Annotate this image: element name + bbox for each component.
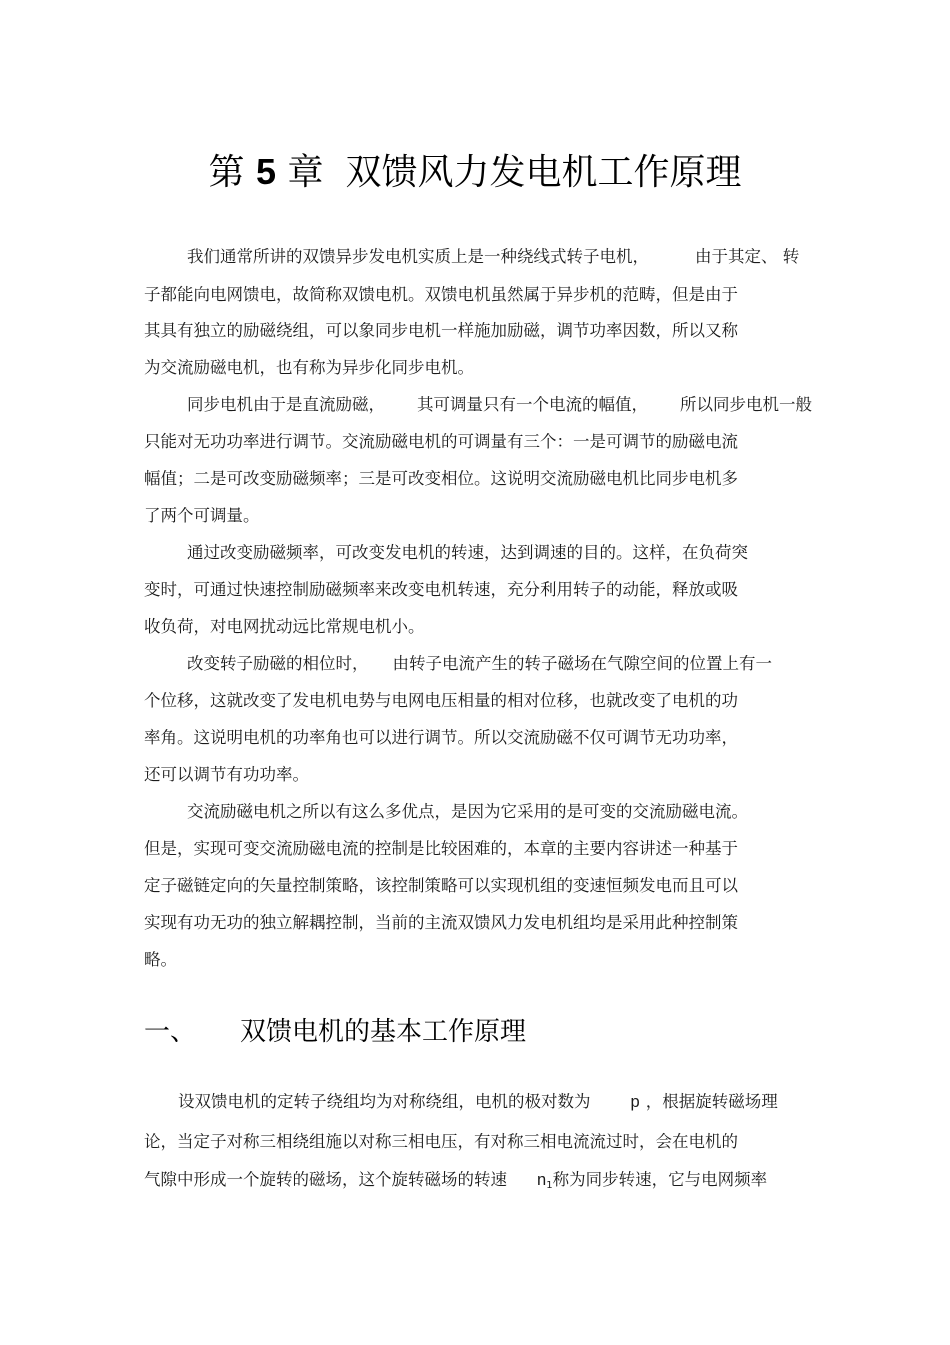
paragraph-5-line-1: 交流励磁电机之所以有这么多优点，是因为它采用的是可变的交流励磁电流。: [187, 802, 748, 821]
chapter-title: [0, 146, 950, 199]
section-paragraph-line-3: 气隙中形成一个旋转的磁场，这个旋转磁场的转速 $n_1$称为同步转速，它与电网频率: [144, 1170, 768, 1191]
chapter-suffix: 章: [287, 152, 324, 193]
paragraph-4-line-2: 个位移，这就改变了发电机电势与电网电压相量的相对位移，也就改变了电机的功: [144, 691, 738, 710]
paragraph-3-line-1: 通过改变励磁频率，可改变发电机的转速，达到调速的目的。这样，在负荷突: [187, 543, 748, 562]
paragraph-3-line-2: 变时，可通过快速控制励磁频率来改变电机转速，充分利用转子的动能，释放或吸: [144, 580, 738, 599]
section-title: 双馈电机的基本工作原理: [240, 1017, 527, 1047]
paragraph-4-line-4: 还可以调节有功功率。: [144, 765, 309, 784]
chapter-title-text: 双馈风力发电机工作原理: [345, 152, 742, 193]
paragraph-2-line-1: 同步电机由于是直流励磁， 其可调量只有一个电流的幅值， 所以同步电机一般: [187, 395, 812, 414]
paragraph-4-line-3: 率角。这说明电机的功率角也可以进行调节。所以交流励磁不仅可调节无功功率，: [144, 728, 738, 747]
section-paragraph-line-2: 论，当定子对称三相绕组施以对称三相电压，有对称三相电流流过时，会在电机的: [144, 1132, 738, 1151]
paragraph-2-line-3: 幅值；二是可改变励磁频率；三是可改变相位。这说明交流励磁电机比同步电机多: [144, 469, 738, 488]
paragraph-5-line-4: 实现有功无功的独立解耦控制，当前的主流双馈风力发电机组均是采用此种控制策: [144, 913, 738, 932]
paragraph-1-line-3: 其具有独立的励磁绕组，可以象同步电机一样施加励磁，调节功率因数，所以又称: [144, 321, 738, 340]
chapter-prefix: 第: [208, 152, 245, 193]
sync-speed-symbol: n: [537, 1171, 547, 1189]
paragraph-3-line-3: 收负荷，对电网扰动远比常规电机小。: [144, 617, 425, 636]
paragraph-2-line-4: 了两个可调量。: [144, 506, 260, 525]
paragraph-5-line-3: 定子磁链定向的矢量控制策略，该控制策略可以实现机组的变速恒频发电而且可以: [144, 876, 738, 895]
section-heading: [144, 1012, 526, 1052]
paragraph-5-line-5: 略。: [144, 950, 177, 969]
pole-pairs-symbol: p: [630, 1093, 640, 1111]
paragraph-1-line-4: 为交流励磁电机，也有称为异步化同步电机。: [144, 358, 474, 377]
section-paragraph-line-1: 设双馈电机的定转子绕组均为对称绕组，电机的极对数为 p ，根据旋转磁场理: [178, 1092, 778, 1111]
paragraph-2-line-2: 只能对无功功率进行调节。交流励磁电机的可调量有三个：一是可调节的励磁电流: [144, 432, 738, 451]
paragraph-5-line-2: 但是，实现可变交流励磁电流的控制是比较困难的，本章的主要内容讲述一种基于: [144, 839, 738, 858]
section-number: 一、: [144, 1017, 197, 1047]
paragraph-1-line-2: 子都能向电网馈电，故简称双馈电机。双馈电机虽然属于异步机的范畴，但是由于: [144, 285, 738, 304]
chapter-number: 5: [255, 151, 276, 192]
paragraph-1-line-1: 我们通常所讲的双馈异步发电机实质上是一种绕线式转子电机， 由于其定、 转: [187, 247, 800, 266]
paragraph-4-line-1: 改变转子励磁的相位时， 由转子电流产生的转子磁场在气隙空间的位置上有一: [187, 654, 772, 673]
